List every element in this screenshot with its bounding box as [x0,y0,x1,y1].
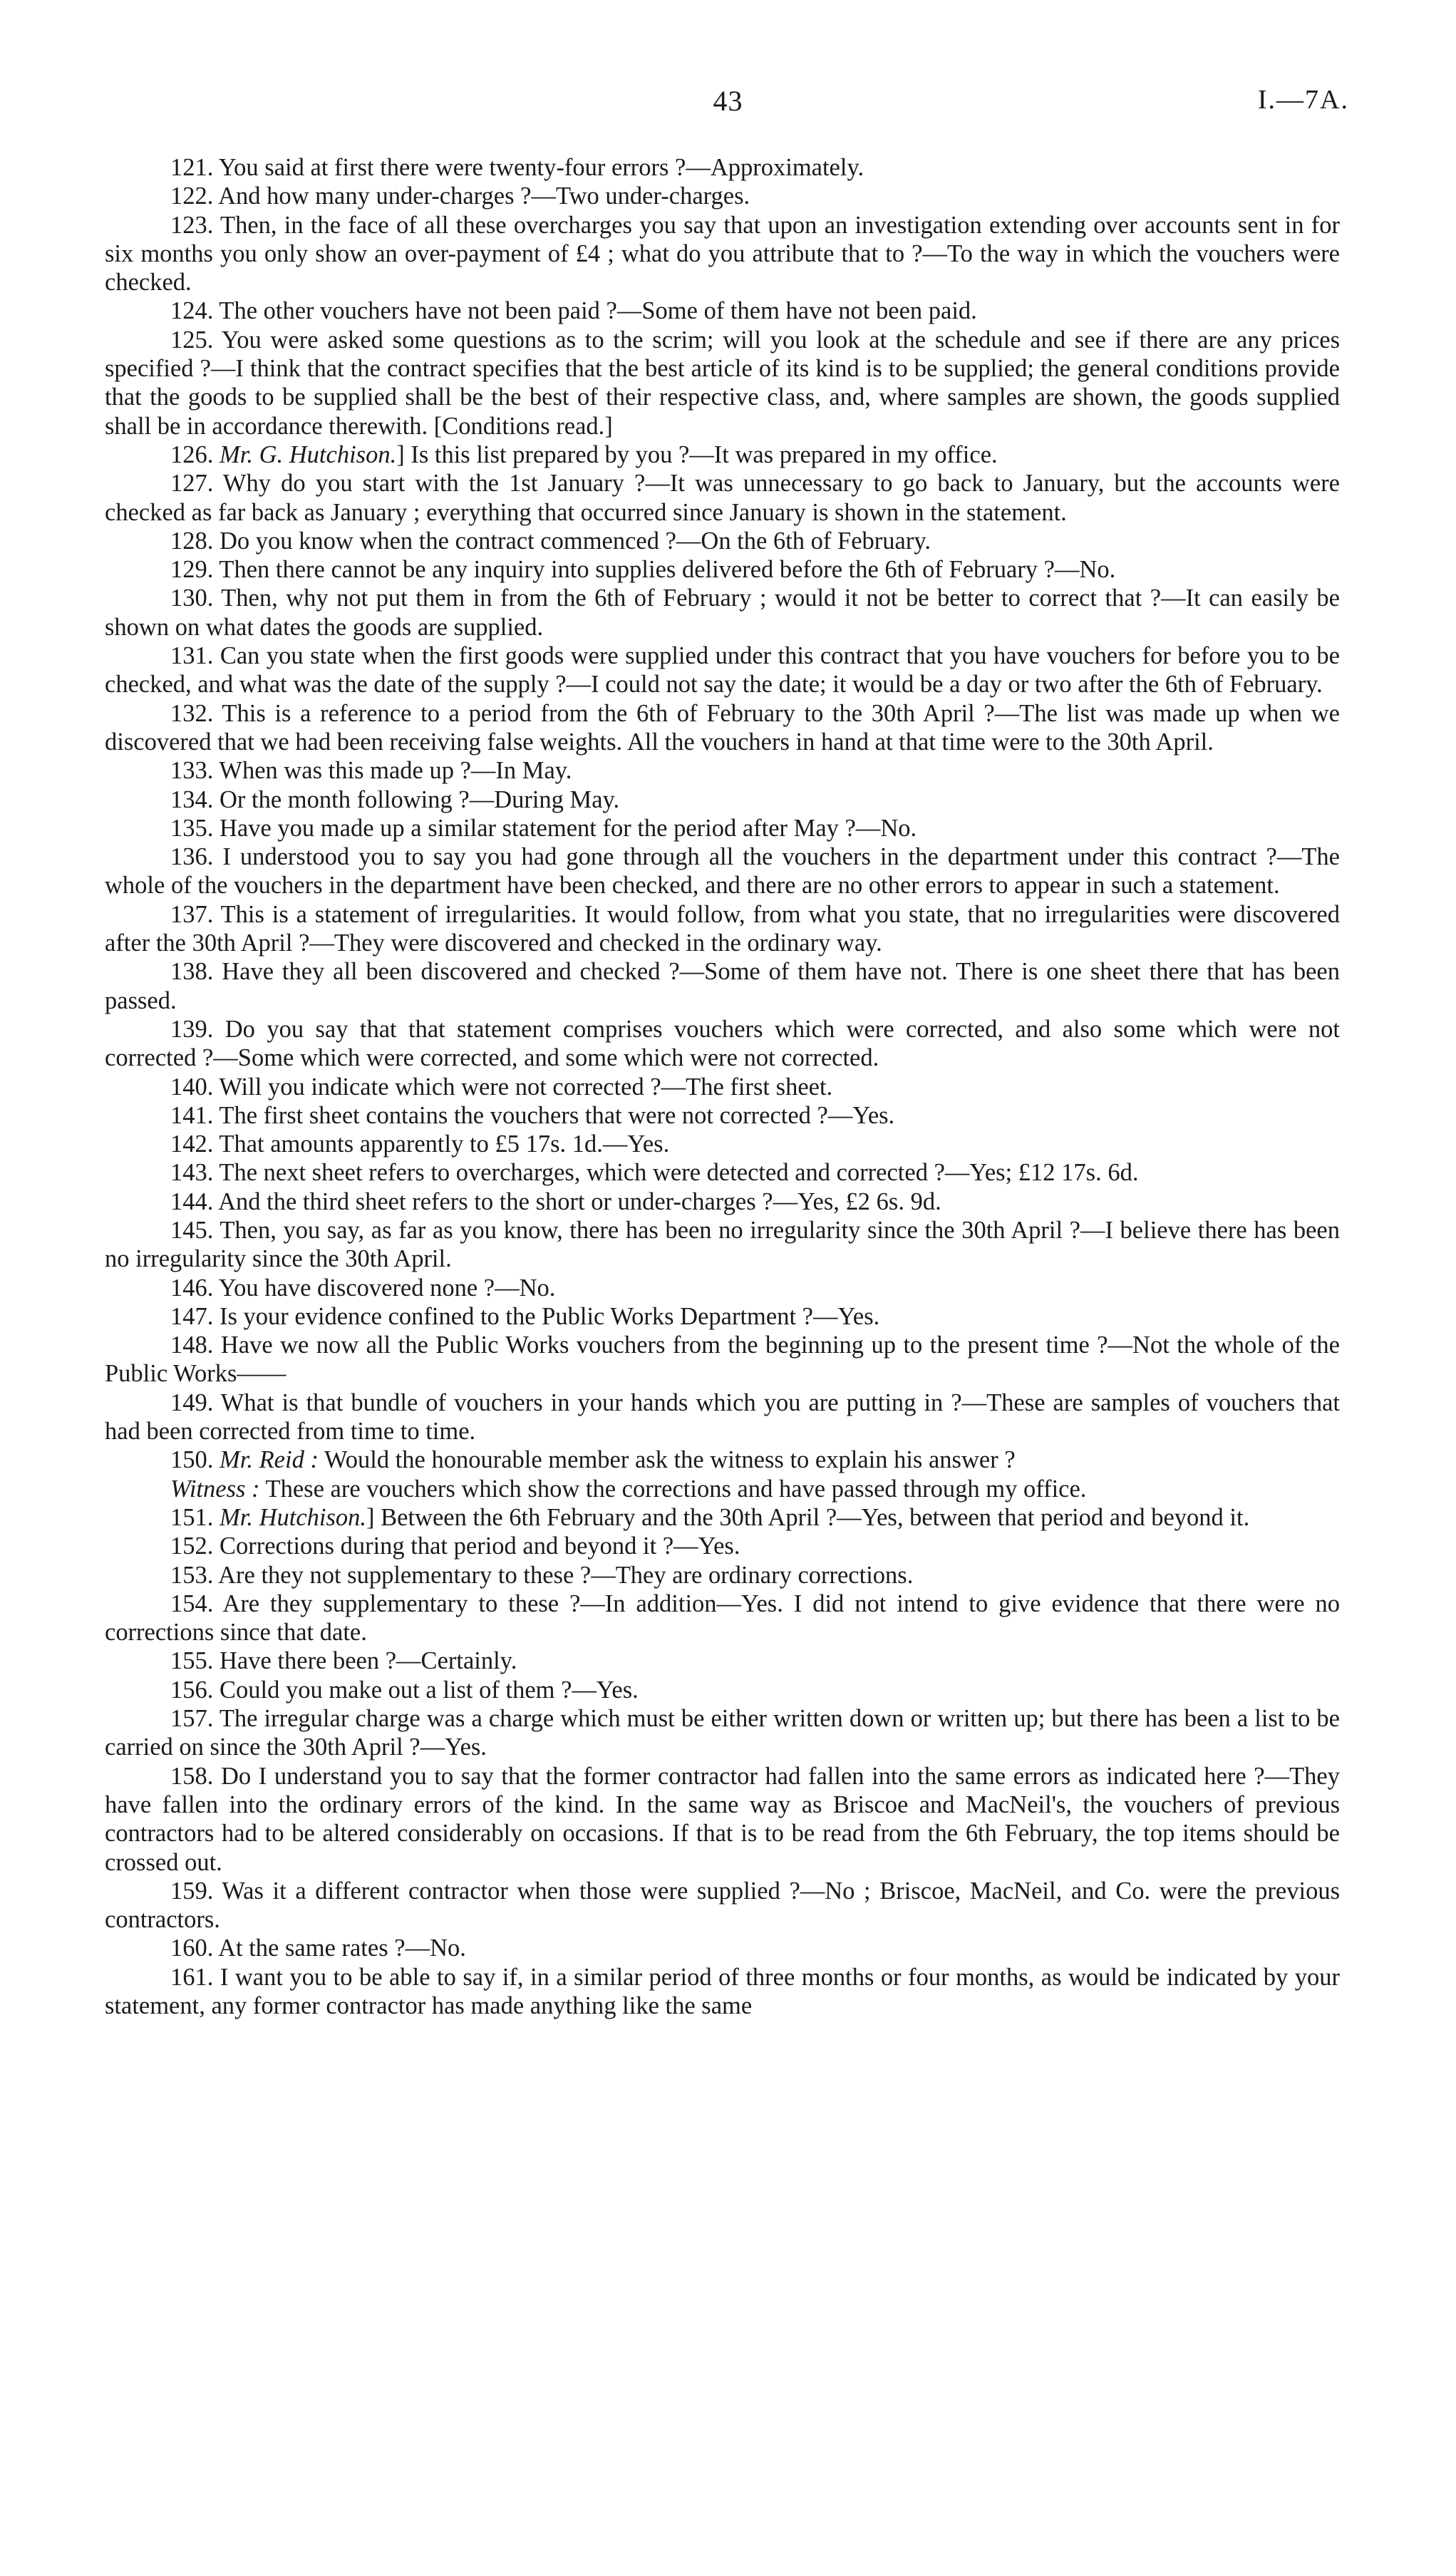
page-number: 43 [713,85,743,117]
paragraph-127: 127. Why do you start with the 1st January ?—It was unnecessary to go back to January, but the accounts were checked as far back as January ; everything that occurred since January is shown in the statement. [105,470,1340,526]
paragraph-145: 145. Then, you say, as far as you know, there has been no irregularity since the 30th April ?—I believe there has been no irregularity since the 30th April. [105,1216,1340,1273]
paragraph-text: ] Is this list prepared by you ?—It was prepared in my office. [396,441,998,468]
paragraph-number: 150. [170,1446,220,1474]
paragraph-136: 136. I understood you to say you had gone through all the vouchers in the department under this contract ?—The whole of the vouchers in the department have been checked, and there are no other errors to appear in such a statement. [105,843,1340,900]
paragraph-133: 133. When was this made up ?—In May. [170,757,572,785]
paragraph-144: 144. And the third sheet refers to the short or under-charges ?—Yes, £2 6s. 9d. [170,1187,941,1215]
paragraph-141: 141. The first sheet contains the vouchers that were not corrected ?—Yes. [170,1101,895,1129]
speaker-name: Witness : [170,1475,260,1503]
paragraph-137: 137. This is a statement of irregularities. It would follow, from what you state, that no irregularities were discovered after the 30th April ?—They were discovered and checked in the ordinary way. [105,900,1340,957]
paragraph-number: 126. [170,441,220,468]
paragraph-121: 121. You said at first there were twenty-four errors ?—Approximately. [170,154,864,181]
paragraph-witness [105,1475,1340,1503]
speaker-name: Mr. Reid : [220,1446,319,1474]
paragraph-134: 134. Or the month following ?—During May. [170,785,620,813]
paragraph-text: Would the honourable member ask the witness to explain his answer ? [318,1446,1016,1474]
paragraph-149: 149. What is that bundle of vouchers in your hands which you are putting in ?—These are samples of vouchers that had been corrected from time to time. [105,1389,1340,1446]
speaker-name: Mr. Hutchison. [220,1503,367,1531]
paragraph-159: 159. Was it a different contractor when those were supplied ?—No ; Briscoe, MacNeil, and Co. were the previous contractors. [105,1877,1340,1934]
paragraph-150 [105,1446,1340,1474]
paragraph-130: 130. Then, why not put them in from the 6th of February ; would it not be better to correct that ?—It can easily be shown on what dates the goods are supplied. [105,584,1340,641]
paragraph-153: 153. Are they not supplementary to these ?—They are ordinary corrections. [170,1561,914,1589]
paragraph-129: 129. Then there cannot be any inquiry into supplies delivered before the 6th of February ?—No. [170,556,1116,584]
paragraph-number: 151. [170,1503,220,1531]
paragraph-text: These are vouchers which show the corrections and have passed through my office. [259,1475,1087,1503]
paragraph-123: 123. Then, in the face of all these overcharges you say that upon an investigation extending over accounts sent in for six months you only show an over-payment of £4 ; what do you attribute that to ?—To the way in which the vouchers were checked. [105,211,1340,297]
paragraph-158: 158. Do I understand you to say that the former contractor had fallen into the same errors as indicated here ?—They have fallen into the ordinary errors of the kind. In the same way as Briscoe and MacNeil's, the vouchers of previous contractors had to be altered considerably on occasions. If that is to be read from the 6th February, the top items should be crossed out. [105,1762,1340,1876]
paragraph-125: 125. You were asked some questions as to the scrim; will you look at the schedule and see if there are any prices specified ?—I think that the contract specifies that the best article of its kind is to be supplied; the general conditions provide that the goods to be supplied shall be the best of their respective class, and, where samples are shown, the goods supplied shall be in accordance therewith. [Conditions read.] [105,326,1340,440]
paragraph-126 [105,441,1340,469]
paragraph-157: 157. The irregular charge was a charge which must be either written down or written up; but there has been a list to be carried on since the 30th April ?—Yes. [105,1705,1340,1761]
document-body [105,153,1340,2020]
paragraph-147: 147. Is your evidence confined to the Public Works Department ?—Yes. [170,1302,880,1330]
paragraph-161: 161. I want you to be able to say if, in a similar period of three months or four months, as would be indicated by your statement, any former contractor has made anything like the same [105,1963,1340,2019]
speaker-name: Mr. G. Hutchison. [220,441,397,468]
paragraph-124: 124. The other vouchers have not been paid ?—Some of them have not been paid. [170,297,977,325]
paragraph-155: 155. Have there been ?—Certainly. [170,1647,517,1675]
paragraph-160: 160. At the same rates ?—No. [170,1934,466,1962]
paragraph-148: 148. Have we now all the Public Works vouchers from the beginning up to the present time ?—Not the whole of the Public Works—— [105,1331,1340,1388]
paragraph-156: 156. Could you make out a list of them ?—Yes. [170,1676,639,1704]
paragraph-122: 122. And how many under-charges ?—Two under-charges. [170,182,750,210]
paragraph-text: ] Between the 6th February and the 30th April ?—Yes, between that period and beyond it. [366,1503,1250,1531]
paragraph-151 [105,1503,1340,1532]
paragraph-128: 128. Do you know when the contract commenced ?—On the 6th of February. [170,527,931,555]
paragraph-132: 132. This is a reference to a period from the 6th of February to the 30th April ?—The list was made up when we discovered that we had been receiving false weights. All the vouchers in hand at that time were to the 30th April. [105,699,1340,756]
paragraph-138: 138. Have they all been discovered and checked ?—Some of them have not. There is one sheet there that has been passed. [105,958,1340,1014]
paragraph-131: 131. Can you state when the first goods were supplied under this contract that you have vouchers for before you to be checked, and what was the date of the supply ?—I could not say the date; it would be a day or two after the 6th of February. [105,642,1340,699]
paragraph-140: 140. Will you indicate which were not corrected ?—The first sheet. [170,1073,833,1101]
paragraph-143: 143. The next sheet refers to overcharges, which were detected and corrected ?—Yes; £12 17s. 6d. [170,1159,1139,1187]
paragraph-154: 154. Are they supplementary to these ?—In addition—Yes. I did not intend to give evidence that there were no corrections since that date. [105,1590,1340,1647]
paragraph-142: 142. That amounts apparently to £5 17s. 1d.—Yes. [170,1130,670,1158]
paragraph-135: 135. Have you made up a similar statement for the period after May ?—No. [170,814,917,842]
paragraph-146: 146. You have discovered none ?—No. [170,1274,556,1302]
document-reference: I.—7A. [1257,85,1349,115]
paragraph-139: 139. Do you say that that statement comprises vouchers which were corrected, and also some which were not corrected ?—Some which were corrected, and some which were not corrected. [105,1015,1340,1072]
paragraph-152: 152. Corrections during that period and beyond it ?—Yes. [170,1532,740,1560]
